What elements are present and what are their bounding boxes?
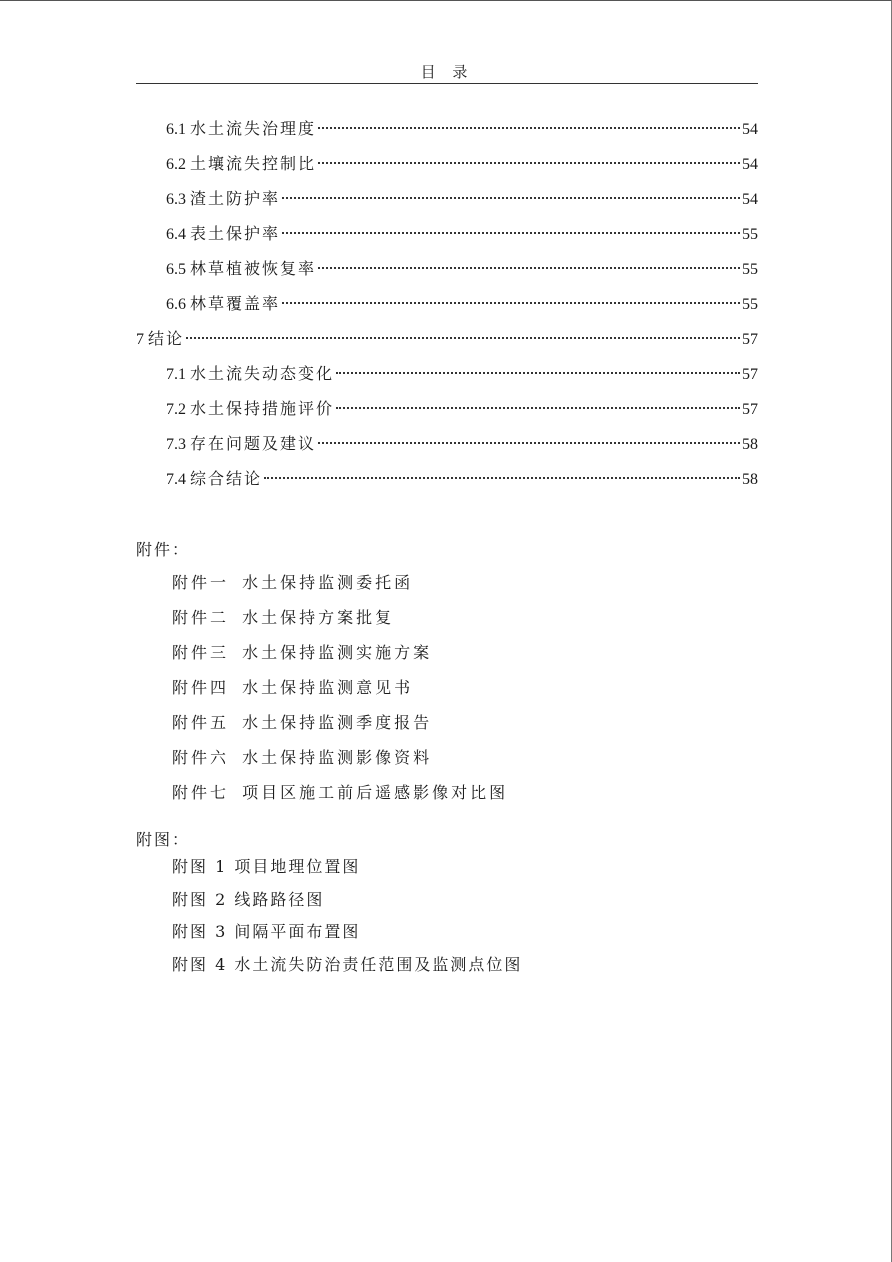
attachments-list — [172, 565, 508, 810]
attachment-label: 附件四 — [172, 678, 230, 697]
toc-page-number: 57 — [742, 366, 758, 383]
toc-page-number: 55 — [742, 226, 758, 243]
toc-title: 林草覆盖率 — [190, 294, 281, 313]
toc-page-number: 58 — [742, 436, 758, 453]
toc-leader — [336, 372, 740, 374]
toc-entry-6-2[interactable] — [136, 146, 758, 181]
toc-leader — [282, 302, 740, 304]
toc-title: 渣土防护率 — [190, 189, 281, 208]
attachment-item-5[interactable] — [172, 705, 508, 740]
toc-title: 结论 — [148, 329, 185, 348]
toc-number: 6.3 — [166, 191, 186, 208]
attachment-label: 附件二 — [172, 608, 230, 627]
toc-title: 表土保护率 — [190, 224, 281, 243]
toc-number: 6.1 — [166, 121, 186, 138]
toc-leader — [186, 337, 740, 339]
toc-title: 林草植被恢复率 — [190, 259, 317, 278]
toc-entry-7-1[interactable] — [136, 356, 758, 391]
toc-number: 7.1 — [166, 366, 186, 383]
attachment-title: 水土保持监测实施方案 — [242, 643, 433, 662]
toc-entry-7-3[interactable] — [136, 426, 758, 461]
toc-page-number: 55 — [742, 261, 758, 278]
attachment-title: 水土保持方案批复 — [242, 608, 395, 627]
toc-number: 6.5 — [166, 261, 186, 278]
figure-item-1[interactable]: 附图 1 项目地理位置图 — [172, 857, 361, 876]
toc-number: 7.3 — [166, 436, 186, 453]
toc-title: 存在问题及建议 — [190, 434, 317, 453]
page-header: 目 录 — [136, 61, 758, 84]
figure-item-3[interactable]: 附图 3 间隔平面布置图 — [172, 922, 361, 941]
toc-number: 6.4 — [166, 226, 186, 243]
toc-number: 7.4 — [166, 471, 186, 488]
toc-leader — [318, 267, 740, 269]
attachment-item-2[interactable] — [172, 600, 508, 635]
attachment-item-7[interactable] — [172, 775, 508, 810]
toc-leader — [318, 162, 740, 164]
toc-number: 6.6 — [166, 296, 186, 313]
toc-page-number: 57 — [742, 331, 758, 348]
attachment-item-6[interactable] — [172, 740, 508, 775]
toc-leader — [318, 127, 740, 129]
attachment-item-4[interactable] — [172, 670, 508, 705]
toc-entry-6-1[interactable] — [136, 111, 758, 146]
toc-entry-7-2[interactable] — [136, 391, 758, 426]
attachment-title: 水土保持监测意见书 — [242, 678, 414, 697]
attachment-label: 附件六 — [172, 748, 230, 767]
toc-leader — [282, 197, 740, 199]
attachment-item-1[interactable] — [172, 565, 508, 600]
toc-page-number: 54 — [742, 191, 758, 208]
attachment-title: 水土保持监测委托函 — [242, 573, 414, 592]
toc-entry-7[interactable] — [136, 321, 758, 356]
toc-title: 水土流失治理度 — [190, 119, 317, 138]
toc-page-number: 55 — [742, 296, 758, 313]
toc-number: 6.2 — [166, 156, 186, 173]
attachment-label: 附件一 — [172, 573, 230, 592]
toc-title: 综合结论 — [190, 469, 263, 488]
attachment-item-3[interactable] — [172, 635, 508, 670]
toc-page-number: 57 — [742, 401, 758, 418]
toc-page-number: 54 — [742, 156, 758, 173]
toc-number: 7 — [136, 331, 144, 348]
figure-item-2[interactable]: 附图 2 线路路径图 — [172, 889, 325, 909]
attachment-title: 水土保持监测季度报告 — [242, 713, 433, 732]
figure-item-4[interactable]: 附图 4 水土流失防治责任范围及监测点位图 — [172, 954, 523, 974]
toc-title: 水土保持措施评价 — [190, 399, 335, 418]
toc-leader — [282, 232, 740, 234]
attachment-label: 附件七 — [172, 783, 230, 802]
toc-entry-6-4[interactable] — [136, 216, 758, 251]
attachments-heading: 附件： — [136, 540, 191, 559]
toc-entry-6-3[interactable] — [136, 181, 758, 216]
figures-heading: 附图： — [136, 830, 191, 849]
toc-leader — [264, 477, 740, 479]
toc-leader — [336, 407, 740, 409]
toc-title: 水土流失动态变化 — [190, 364, 335, 383]
toc-number: 7.2 — [166, 401, 186, 418]
figures-list — [172, 851, 522, 981]
toc-page-number: 58 — [742, 471, 758, 488]
toc-page-number: 54 — [742, 121, 758, 138]
toc-entry-7-4[interactable] — [136, 461, 758, 496]
toc-entry-6-5[interactable] — [136, 251, 758, 286]
attachment-title: 水土保持监测影像资料 — [242, 748, 433, 767]
toc-entry-6-6[interactable] — [136, 286, 758, 321]
attachment-title: 项目区施工前后遥感影像对比图 — [242, 783, 509, 802]
attachment-label: 附件五 — [172, 713, 230, 732]
table-of-contents — [136, 111, 758, 496]
attachment-label: 附件三 — [172, 643, 230, 662]
toc-title: 土壤流失控制比 — [190, 154, 317, 173]
toc-leader — [318, 442, 740, 444]
